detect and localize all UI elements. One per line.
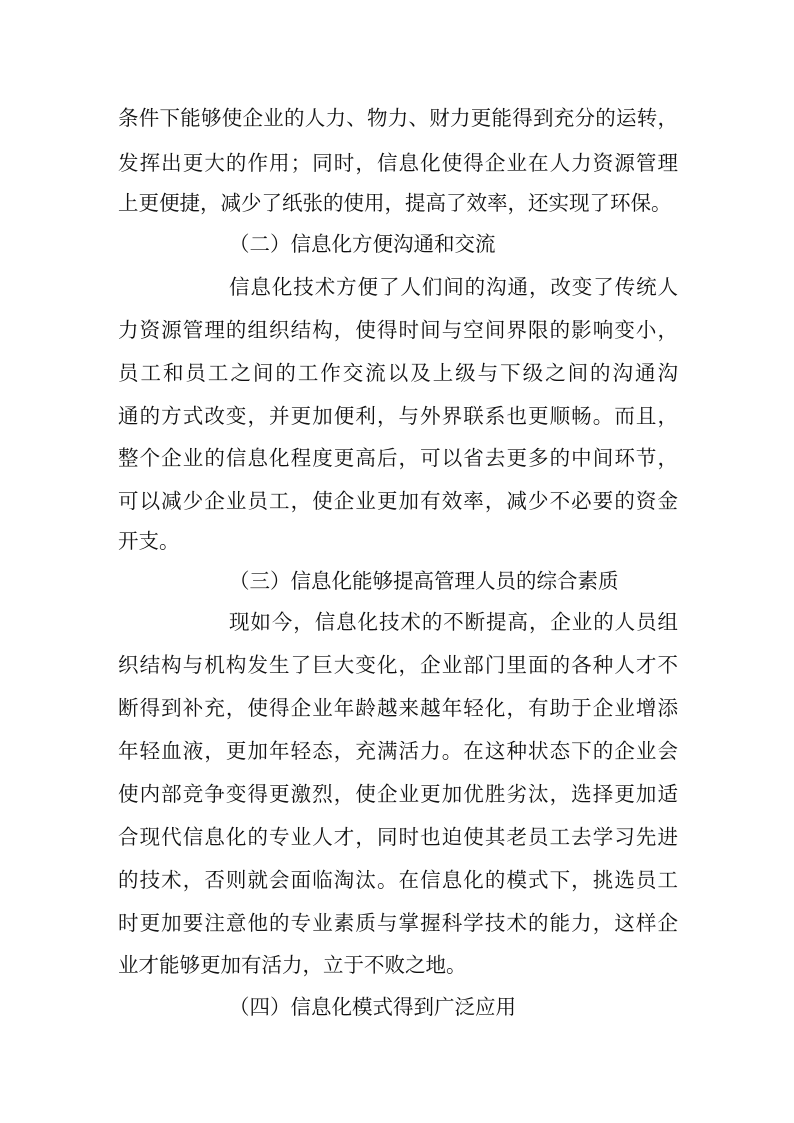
text-line: 时更加要注意他的专业素质与掌握科学技术的能力，这样企 — [118, 911, 678, 935]
text-line: 合现代信息化的专业人才，同时也迫使其老员工去学习先进 — [118, 825, 678, 849]
section-heading-4: （四）信息化模式得到广泛应用 — [229, 995, 516, 1019]
text-line: 的技术，否则就会面临淘汰。在信息化的模式下，挑选员工 — [118, 868, 678, 892]
text-line: 通的方式改变，并更加便利，与外界联系也更顺畅。而且， — [118, 404, 678, 428]
text-line: 力资源管理的组织结构，使得时间与空间界限的影响变小， — [118, 318, 678, 342]
section-heading-2: （二）信息化方便沟通和交流 — [229, 232, 496, 256]
section-heading-3: （三）信息化能够提高管理人员的综合素质 — [229, 569, 619, 593]
text-line: 员工和员工之间的工作交流以及上级与下级之间的沟通沟 — [118, 361, 678, 385]
text-line: 信息化技术方便了人们间的沟通，改变了传统人 — [229, 275, 678, 299]
text-line: 现如今，信息化技术的不断提高，企业的人员组 — [229, 610, 678, 634]
text-line: 使内部竞争变得更激烈，使企业更加优胜劣汰，选择更加适 — [118, 782, 678, 806]
text-line: 发挥出更大的作用；同时，信息化使得企业在人力资源管理 — [118, 151, 678, 175]
text-line: 年轻血液，更加年轻态，充满活力。在这种状态下的企业会 — [118, 739, 678, 763]
text-line: 可以减少企业员工，使企业更加有效率，减少不必要的资金 — [118, 489, 678, 513]
text-line: 业才能够更加有活力，立于不败之地。 — [118, 953, 467, 977]
text-line: 织结构与机构发生了巨大变化，企业部门里面的各种人才不 — [118, 653, 678, 677]
text-line: 上更便捷，减少了纸张的使用，提高了效率，还实现了环保。 — [118, 191, 672, 215]
text-line: 整个企业的信息化程度更高后，可以省去更多的中间环节， — [118, 446, 678, 470]
text-line: 开支。 — [118, 529, 180, 553]
text-line: 断得到补充，使得企业年龄越来越年轻化，有助于企业增添 — [118, 696, 678, 720]
text-line: 条件下能够使企业的人力、物力、财力更能得到充分的运转， — [118, 106, 678, 130]
